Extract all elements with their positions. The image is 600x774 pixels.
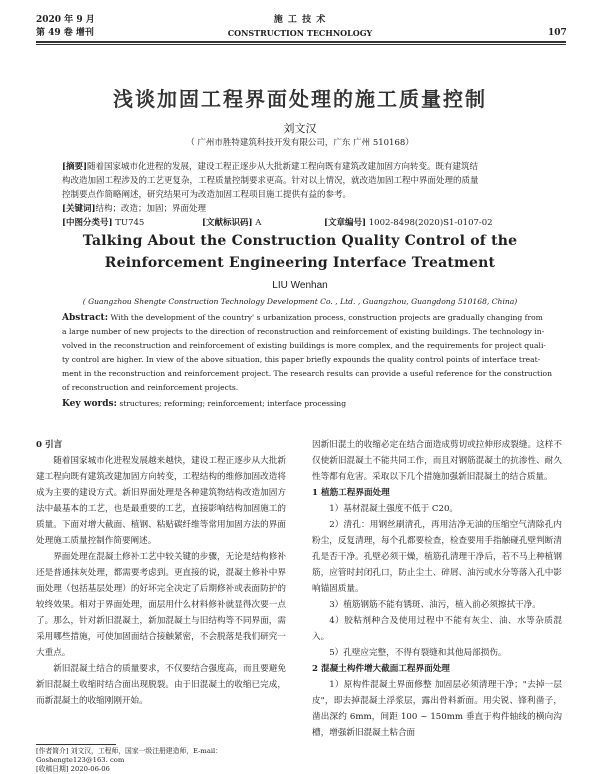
keywords-en: structures; reforming; reinforcement; interface processing bbox=[119, 399, 347, 408]
list-item: 3）植筋钢筋不能有锈斑、油污，植入前必须擦拭干净。 bbox=[329, 600, 541, 610]
section-heading-2: 2 混凝土构件增大截面工程界面处理 bbox=[312, 664, 450, 674]
section-heading-intro: 0 引言 bbox=[36, 440, 63, 450]
header-page-number: 107 bbox=[548, 28, 567, 38]
list-item: 1）基材混凝土强度不低于 C20。 bbox=[329, 504, 459, 514]
footnote-author: [作者简介] 刘文汉，工程师，国家一级注册建造师，E-mail：Goshengte123@163. com bbox=[36, 747, 223, 764]
abstract-en-line: ment in the reconstruction and reinforcement project. The research results can provide a useful reference for the construction bbox=[62, 369, 553, 378]
affiliation-en: ( Guangzhou Shengte Construction Technology Development Co. , Ltd. , Guangzhou, Guangdong 510168, China) bbox=[82, 297, 518, 306]
footnote-rule bbox=[36, 744, 116, 745]
header-rule-thin bbox=[36, 44, 566, 45]
header-rule bbox=[36, 41, 566, 43]
abstract-en-line: a large number of new projects to the direction of reconstruction and reinforcement of existing buildings. The technology in- bbox=[62, 327, 545, 336]
article-no-value: 1002-8498(2020)S1-0107-02 bbox=[368, 218, 493, 228]
list-item: 2）清孔：用钢丝刷清孔，再用洁净无油的压缩空气清除孔内粉尘，反复清理，每个孔都要检查，检查要用手指触碰孔壁判断清孔是否干净。孔壁必须干燥，植筋孔清理干净后，若不马上种植钢筋，应管时封闭孔口，防止尘土、碎屑、油污或水分等落入孔中影响锚固质量。 bbox=[312, 520, 562, 594]
list-item: 5）孔壁应完整，不得有裂缝和其他局部损伤。 bbox=[329, 648, 507, 658]
keywords-cn: 结构；改造；加固；界面处理 bbox=[95, 204, 207, 214]
list-item: 4）胶粘剂种合及使用过程中不能有灰尘、油、水等杂质混入。 bbox=[312, 616, 562, 642]
header-date: 2020 年 9 月 bbox=[36, 15, 95, 25]
abstract-en-label: Abstract: bbox=[62, 313, 109, 323]
abstract-en-line: ty control are higher. In view of the above situation, this paper briefly expounds the quality control points of interface treat- bbox=[62, 355, 541, 364]
section-heading-1: 1 植筋工程界面处理 bbox=[312, 488, 390, 498]
body-paragraph: 因新旧混土的收缩必定在结合面造成剪切或拉伸形成裂缝。这样不仅使新旧混凝土不能共同工作，而且对钢筋混凝土的抗渗性、耐久性等都有危害。采取以下几个措施加强新旧混凝土的结合质量。 bbox=[312, 440, 562, 482]
title-cn: 浅谈加固工程界面处理的施工质量控制 bbox=[113, 87, 487, 111]
body-paragraph: 新旧混凝土结合的质量要求，不仅要结合强度高，而且要避免新旧混凝土收缩时结合面出现脱裂。由于旧混凝土的收缩已完成，而新混凝土的收缩刚刚开始。 bbox=[36, 664, 286, 706]
abstract-cn bbox=[62, 160, 540, 230]
author-cn: 刘文汉 bbox=[283, 122, 317, 135]
article-no-label: [文章编号] bbox=[324, 218, 367, 228]
clc-label: [中图分类号] bbox=[62, 218, 113, 228]
abstract-en-line: volved in the reconstruction and reinforcement of existing buildings is more complex, and the requirements for project quali- bbox=[62, 341, 546, 350]
body-right-column bbox=[312, 437, 562, 741]
abstract-en-line: of reconstruction and reinforcement projects. bbox=[62, 383, 239, 392]
abstract-cn-line: 构改造加固工程涉及的工艺更复杂，工程质量控制要求更高。针对以上情况，就改造加固工程中界面处理的质量 bbox=[62, 176, 479, 186]
doc-code-label: [文献标识码] bbox=[202, 218, 253, 228]
abstract-cn-line: 控制要点作简略阐述，研究结果可为改造加固工程项目施工提供有益的参考。 bbox=[62, 190, 352, 200]
body-left-column bbox=[36, 437, 286, 709]
body-paragraph: 界面处理在混凝土修补工艺中较关键的步骤，无论是结构修补还是普通抹灰处理，都需要考虑到。更直接的说，混凝土修补中界面处理（包括基层处理）的好坏完全决定了后期修补或表面防护的较终效果。相对于界面处理，面层用什么材料修补就显得次要一点了。那么，针对新旧混凝土，新加混凝土与旧结构等不同界面，需采用哪些措施，可使加固面结合接触紧密，不会脱落是我们研究一大重点。 bbox=[36, 552, 286, 658]
abstract-cn-line: 随着国家城市化进程的发展，建设工程正逐步从大批新建工程向既有建筑改建加固方向转变。既有建筑结 bbox=[87, 162, 479, 172]
abstract-en-line: With the development of the country' s urbanization process, construction projects are gradually changing from bbox=[110, 313, 543, 322]
list-item: 1）原构件混凝土界面修整 加固层必须清理干净；"去掉一层皮"，即去掉混凝土浮浆层，露出骨料新面。用尖锐、锋利凿子，凿出深约 6mm，间距 100 ~ 150mm 垂直于构件轴线的横向沟槽，增强新旧混凝土粘合面 bbox=[312, 680, 562, 738]
header-journal-cn: 施 工 技 术 bbox=[273, 15, 327, 25]
clc-value: TU745 bbox=[115, 218, 145, 228]
abstract-en bbox=[62, 311, 553, 411]
keywords-cn-label: [关键词] bbox=[62, 204, 96, 214]
title-en-line1: Talking About the Construction Quality Control of the bbox=[82, 233, 518, 249]
header-volume: 第 49 卷 增刊 bbox=[36, 28, 94, 38]
doc-code-value: A bbox=[255, 218, 262, 228]
affiliation-cn: （ 广州市胜特建筑科技开发有限公司，广东 广州 510168） bbox=[186, 138, 414, 148]
title-en-line2: Reinforcement Engineering Interface Treatment bbox=[104, 255, 496, 271]
header-journal-en: CONSTRUCTION TECHNOLOGY bbox=[227, 28, 373, 38]
footnote-date: [收稿日期] 2020-06-06 bbox=[36, 765, 110, 773]
author-en: LIU Wenhan bbox=[272, 280, 328, 291]
body-paragraph: 随着国家城市化进程发展越来越快，建设工程正逐步从大批新建工程向既有建筑改建加固方向转变，工程结构的维修加固改造将成为主要的建设方式。新旧界面处理是各种建筑物结构改造加固方法中最基本的工艺，也是最重要的工艺，直接影响结构加固施工的质量。下面对增大截面、植钢、粘贴碳纤维等常用加固方法的界面处理施工质量控制作简要阐述。 bbox=[36, 456, 286, 546]
abstract-cn-label: [摘要] bbox=[62, 162, 88, 172]
keywords-en-label: Key words: bbox=[62, 399, 117, 409]
